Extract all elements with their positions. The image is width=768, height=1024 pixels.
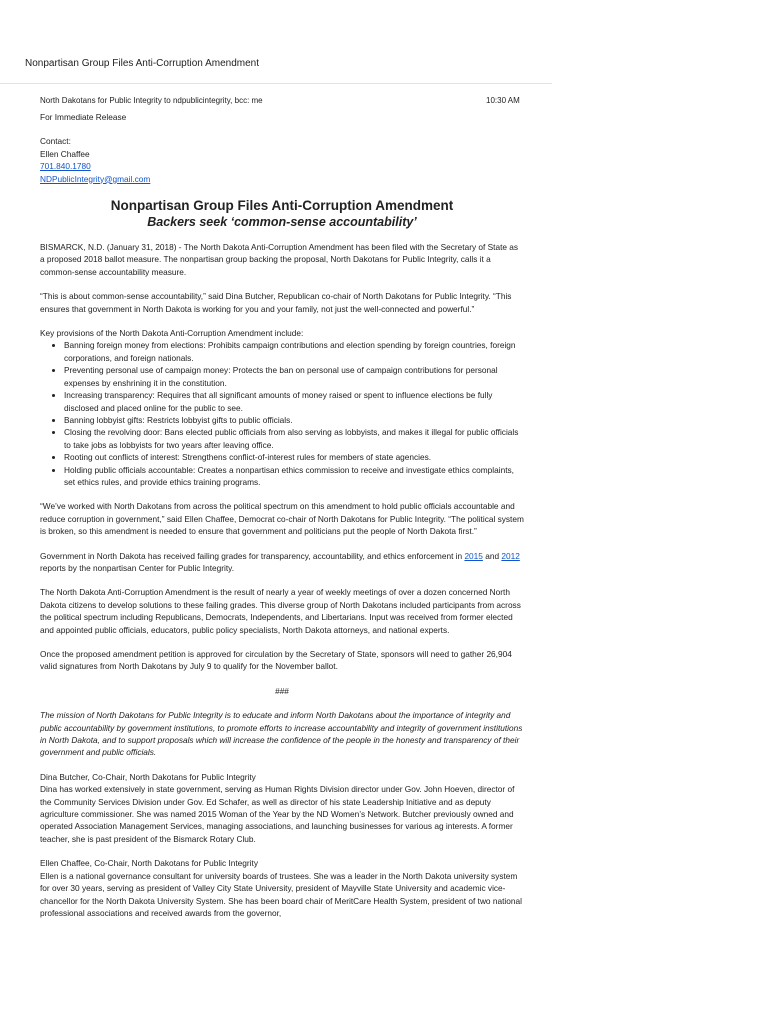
provisions-intro: Key provisions of the North Dakota Anti-Corruption Amendment include: (40, 328, 304, 339)
email-time: 10:30 AM (486, 96, 520, 105)
paragraph-butcher-quote: “This is about common-sense accountability,” said Dina Butcher, Republican co-chair of North Dakotans for Public Integrity. “This ensures that government in North Dakota is working for you and your family, not just the well-connected and powerful.” (40, 291, 512, 314)
text-segment: reports by the nonpartisan Center for Public Integrity. (40, 562, 235, 573)
release-label: For Immediate Release (40, 112, 127, 122)
contact-name: Ellen Chaffee (40, 148, 90, 159)
press-release-body (40, 111, 524, 919)
email-subject: Nonpartisan Group Files Anti-Corruption Amendment (25, 58, 260, 69)
list-item: • Closing the revolving door: Bans elected public officials from also serving as lobbyists, and makes it illegal for public officials to take jobs as lobbyists for two years after leaving office. (64, 426, 524, 451)
mission-statement: The mission of North Dakotans for Public Integrity is to educate and inform North Dakotans about the importance of integrity and public accountability by government institutions, to promote efforts to increase accountability and integrity of government institutions in North Dakota, and to support proposals which will increase the confidence of the people in the honesty and transparency of their government and public officials. (40, 710, 523, 758)
bio-heading-butcher: Dina Butcher, Co-Chair, North Dakotans for Public Integrity (40, 771, 256, 782)
list-item: • Holding public officials accountable: Creates a nonpartisan ethics commission to receive and investigate ethics complaints, set ethics rules, and provide ethics training programs. (64, 464, 524, 489)
report-2015-link[interactable]: 2015 (464, 550, 483, 561)
list-item: • Increasing transparency: Requires that all significant amounts of money raised or spent to influence elections be fully disclosed and placed online for the public to see. (64, 389, 524, 414)
bio-heading-chaffee: Ellen Chaffee, Co-Chair, North Dakotans for Public Integrity (40, 858, 258, 869)
list-item: • Banning lobbyist gifts: Restricts lobbyist gifts to public officials. (64, 414, 524, 426)
paragraph-dateline: BISMARCK, N.D. (January 31, 2018) - The North Dakota Anti-Corruption Amendment has been filed with the Secretary of State as a proposed 2018 ballot measure. The nonpartisan group backing the proposal, North Dakotans for Public Integrity, calls it a common-sense accountability measure. (40, 242, 519, 277)
contact-email-link[interactable]: NDPublicIntegrity@gmail.com (40, 173, 151, 184)
list-item: • Rooting out conflicts of interest: Strengthens conflict-of-interest rules for members of state agencies. (64, 451, 524, 463)
end-mark: ### (275, 685, 289, 696)
bio-butcher: Dina has worked extensively in state government, serving as Human Rights Division director under Gov. John Hoeven, director of the Community Services Division under Gov. Ed Schafer, as well as director of his state Leadership Initiative and as deputy agriculture commissioner. She was named 2015 Woman of the Year by the ND Women’s Network. Butcher previously owned and operated Association Management Services, managing associations, and launching businesses for various ag interests. A former teacher, she is past president of the Bismarck Rotary Club. (40, 784, 515, 844)
list-item: • Banning foreign money from elections: Prohibits campaign contributions and election spending by foreign countries, foreign corporations, and foreign nationals. (64, 339, 524, 364)
release-title: Nonpartisan Group Files Anti-Corruption Amendment (110, 198, 454, 214)
contact-label: Contact: (40, 136, 71, 147)
text-segment: Government in North Dakota has received failing grades for transparency, accountability, and ethics enforcement in (40, 550, 465, 561)
bio-chaffee: Ellen is a national governance consultant for university boards of trustees. She was a leader in the North Dakota university system for over 30 years, serving as president of Valley City State University, president of Mayville State University and academic vice-chancellor for the North Dakota University System. She has been board chair of MeritCare Health System, president of two national professional associations and received awards from the governor, (40, 870, 522, 918)
provisions-list (40, 339, 524, 488)
report-2012-link[interactable]: 2012 (501, 550, 520, 561)
header-divider (0, 83, 552, 84)
paragraph-amendment-origin: The North Dakota Anti-Corruption Amendment is the result of nearly a year of weekly meetings of over a dozen concerned North Dakota citizens to develop solutions to these failing grades. This diverse group of North Dakotans included participants from across the political spectrum including Republicans, Democrats, Independents, and Libertarians. Input was received from former elected and appointed public officials, educators, public policy specialists, North Dakota attorneys, and national experts. (40, 587, 521, 635)
paragraph-chaffee-quote: “We’ve worked with North Dakotans from across the political spectrum on this amendment to hold public officials accountable and reduce corruption in government,” said Ellen Chaffee, Democrat co-chair of North Dakotans for Public Integrity. “The political system is broken, so this amendment is needed to ensure that government and politicians put the people of North Dakota first.” (40, 501, 524, 537)
list-item: • Preventing personal use of campaign money: Protects the ban on personal use of campaign contributions for personal expenses by enshrining it in the constitution. (64, 364, 524, 389)
email-from-line: North Dakotans for Public Integrity to ndpublicintegrity, bcc: me (40, 96, 263, 105)
text-segment: and (482, 550, 502, 561)
paragraph-failing-grades (40, 550, 524, 575)
release-subtitle: Backers seek ‘common-sense accountability’ (147, 215, 417, 230)
contact-phone-link[interactable]: 701.840.1780 (40, 161, 91, 172)
paragraph-signatures: Once the proposed amendment petition is approved for circulation by the Secretary of State, sponsors will need to gather 26,904 valid signatures from North Dakotans by July 9 to qualify for the November ballot. (40, 649, 512, 672)
